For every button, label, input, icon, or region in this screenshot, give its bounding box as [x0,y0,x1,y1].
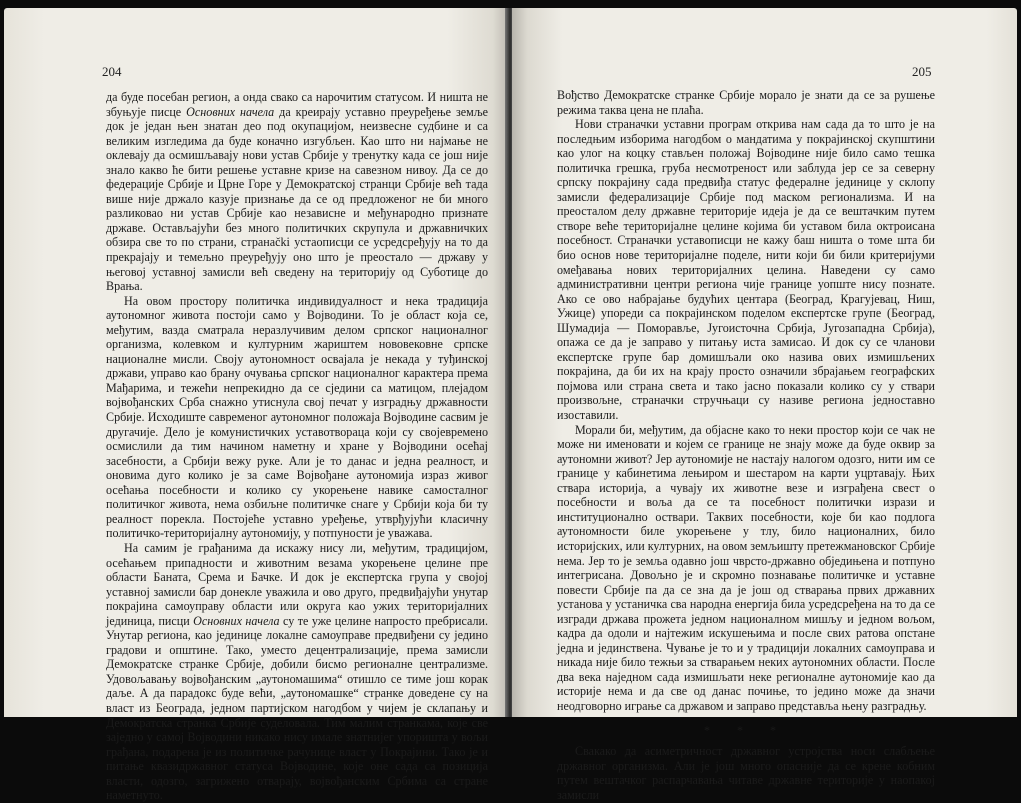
text-run: да креирају уставно преуређење земље док је један њен знатан део под окупацијом, неизвесне судбине и са великим изгледима да буде коначно изгубљен. Као што ни најмање не оклевају да осмишљавају нови устав Србије у тренутку када се још није знало какво ће бити решење уставне кризе на савезном нивоу. Да се до федерације Србије и Црне Горе у Демократској странци Србије већ тада више није држало казује признање да се од предложеног не би много разликовао ни устав Србије као независне и међународно признате државе. Остављајући без много политичких скрупула и државничких обзира све то по страни, странački устаописци се усредсређују на то да прекрајају и темељно преуређују оно што је преостало — државу у његовој уставној замисли већ сведену на територију од Суботице до Врања. [106,104,488,294]
paragraph [557,423,935,714]
text-run: Нови страначки уставни програм открива нам сада да то што је на последњим изборима нагодбом о мандатима у покрајинској скупштини као улог на коцку стављен положај Војводине није било само тешка политичка грешка, груба несмотреност или заблуда јер се за северну српску покрајину сада предвиђа статус федералне јединице у склопу замисли федерализације Србије под маском регионализма. И на преосталом делу државне територије идеја је да се вештачким путем створе веће територијалне целине којима би уставом била октроисана посебност. Страначки уставописци не кажу баш ништа о томе шта би био основ нове територијалне поделе, нити који би били критеријуми омеђавања нових територијалних целина. Наведени су само административни центри региона чије границе уопште нису познате. Ако се ово набрајање будућих центара (Београд, Крагујевац, Ниш, Ужице) упореди са покрајинском поделом експертске групе (Београд, Шумадија — Поморавље, Југоисточна Србија, Југозападна Србија), опажа се да је заправо у питању иста замисао. И док су се чланови експертске групе бар домишљали око назива ових измишљених покрајина, да би их на крају просто означили збрајањем географских појмова или страна света и тако јасно показали колико су у ствари произвољне, страначки стручњаци су називе регионa једноставно изоставили. [557,117,935,423]
italic-text: Основних начела [186,104,275,119]
text-run: На овом простору политичка индивидуалност и нека традиција аутономног живота постоји само у Војводини. То је област која се, међутим, вазда сматрала неразлучивим делом српског националног организма, колевком и културним жариштем нововековне српске националне мисли. Своју аутономност осваjала је некада у туђинској држави, управо као брану очувања српског националног карактера према Мађарима, и тежећи непрекидно да се сједини са матицом, плејадом војвођанских Срба снажно утиснула свој печат у изградњу државности Србије. Исходиште савременог аутономног положаја Војводине сасвим је другачије. Дело је комунистичких уставотвораца који су својевремено осмислили да тим начином наметну и хране у Војводини осећај засебности, а Србији вежу руке. Али је то данас и једна реалност, и оновима дуго колико је за саме Војвођане аутономија израз живог осећања посебности и колико су укорењене навике самосталног политичког живота, нема озбиљне политичке снаге у Србији која би ту реалност порекла. Постојеће уставно уређење, утврђујући класичну политичко-територијалну аутономију, у потпуности је уважава. [106,293,488,541]
paragraph [557,744,935,802]
right-page-body [557,88,935,802]
paragraph [557,117,935,422]
section-separator: * * * [704,722,788,737]
text-run: су те уже целине напросто пребрисали. Унутар региона, као јединице локалне самоуправе предвиђени су једино градови и општине. Тако, уместо децентрализације, према замисли Демократске странке Србије, добили бисмо регионалне централизме. Удовољавању војвођанским „аутономашима“ отишло се тиме још корак даље. А да парадокс буде већи, „аутономашке“ странке доведене су на власт из Београда, једном партијском нагодбом у чијем је склапању и Демократска странка Србије суделовала. Тим малим странкама, које све заједно у самој Војводини никако нису имале знатнијег упоришта у вољи грађана, подарена је из политичке рачунице власт у Покрајини. Тако је и питање квазидржавног статуса Војводине, које оне сада са позиција власти, одозго, загрижено отварају, војвођанским Србима са стране наметнуто. [106,613,488,803]
right-page [512,8,1017,802]
paragraph [106,294,488,541]
left-page [4,8,508,803]
page-number: 204 [102,64,122,79]
paragraph [106,541,488,803]
text-run: На самим је грађанима да искажу нису ли, међутим, традицијом, осећањем припадности и животним везама укорењене целине пре области Баната, Срема и Бачке. И док је експертска група у својој уставној замисли бар донекле уважила и ово друго, предвиђајући унутар покрајина самоуправу области или округа као ужих територијалних јединица, писци [106,540,488,628]
text-run: Свакако да асиметричност државног устројства носи слабљење државног организма. Али је још много опасније да се крене кобним путем вештачког распарчавања читаве државне територије у наопакој замисли [557,744,935,802]
italic-text: Основних начела [193,613,280,628]
left-page-body [106,90,488,803]
paragraph [106,90,488,294]
text-run: Морали би, међутим, да објасне како то неки простор који се чак не може ни именовати и којем се границе не знају може да буде оквир за аутономни живот? Јер аутономије не настају налогом одозго, нити им се границе у кабинетима лењиром и шестаром на карти уцртавају. Њих ствара историја, а чувају их животне везе и изграђена свест о посебности и воља да се та посебност политички изрази и институционално оствари. Таквих посебности, које би као подлога аутономности биле укорењене у тлу, било националних, било историјских, или културних, на овом земљишту претежмановског Србије нема. Јер то је земља одавно још чврсто-државно обједињена и потпуно интегрисана. Довољно је и скромно познавање политичке и уставне повести Србије па да се зна да је још од стварања првих државних установа у устаничка сва народна енергија била усредсређена на то да се изгради држава прожета једном националном мишљу и једном вољом, кадра да одоли и најтежим искушењима и после свих ратова опстане једна и јединствена. Чување је то и у традицији локалних самоуправа и никада није било тежњи за стварањем неких аутономних области. После два века наједном сада измишљати неке регионалне аутономије као да историје нема и да све од данас почиње, то једино може да значи неодговорно играње са државом и заправо представља њену разградњу. [557,422,935,713]
text-run: да буде посебан регион, а онда свако са нарочитим статусом. И ништа не збуњује писце [106,90,488,119]
page-number: 205 [912,64,932,79]
text-run: Вођство Демократске странке Србије морало је знати да се за рушење режима таква цена не плаћа. [557,88,935,117]
paragraph [557,88,935,117]
